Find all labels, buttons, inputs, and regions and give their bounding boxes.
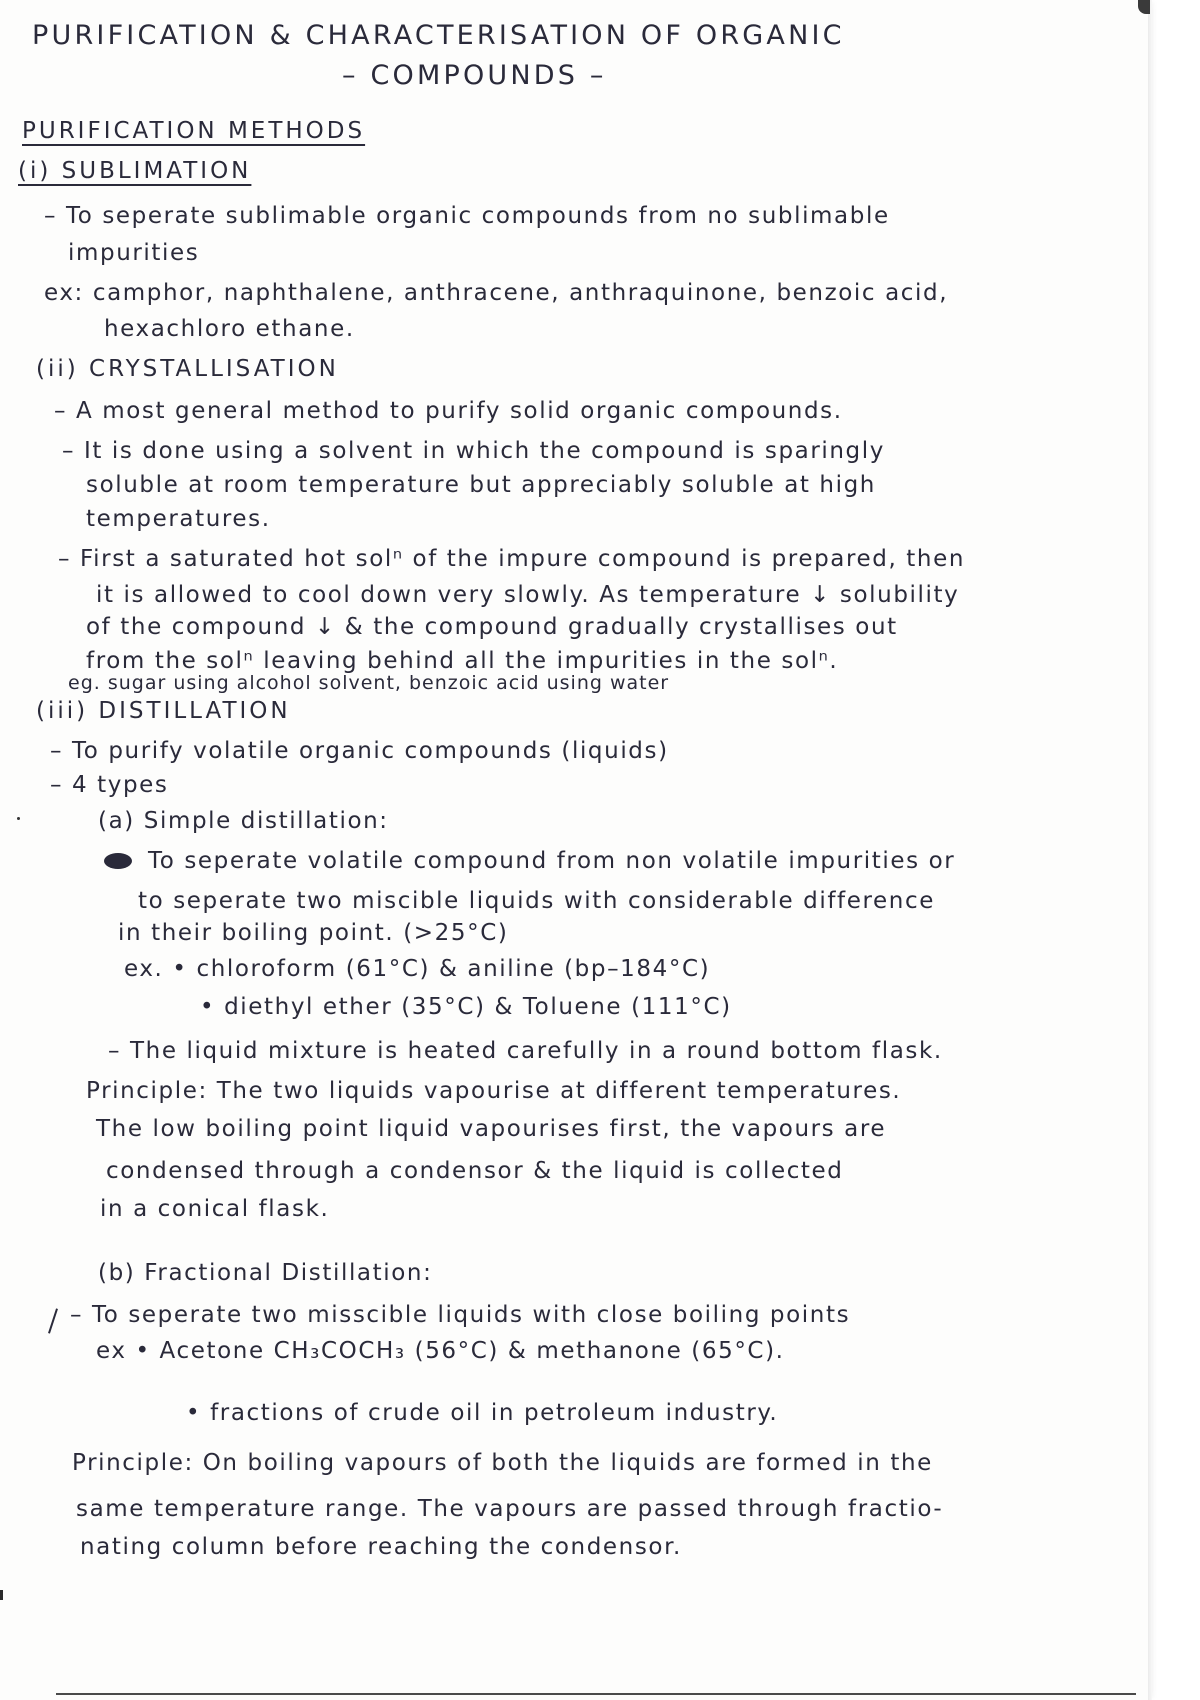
simple-distillation-heading: (a) Simple distillation: bbox=[98, 808, 389, 834]
fractional-distillation-principle: Principle: On boiling vapours of both the liquids are formed in the bbox=[72, 1450, 933, 1476]
simple-distillation-line: To seperate volatile compound from non volatile impurities or bbox=[148, 848, 956, 874]
simple-distillation-line: ex. • chloroform (61°C) & aniline (bp–184°C) bbox=[124, 956, 711, 982]
sublimation-line: hexachloro ethane. bbox=[104, 316, 355, 342]
page-subtitle: – COMPOUNDS – bbox=[342, 60, 607, 91]
margin-dot bbox=[17, 817, 20, 820]
scribbled-bullet bbox=[104, 853, 132, 869]
crystallisation-line: it is allowed to cool down very slowly. As temperature ↓ solubility bbox=[96, 582, 960, 608]
fractional-distillation-line: ex • Acetone CH₃COCH₃ (56°C) & methanone (65°C). bbox=[96, 1338, 785, 1364]
page-corner bbox=[1138, 0, 1150, 14]
simple-distillation-line: condensed through a condensor & the liquid is collected bbox=[106, 1158, 844, 1184]
simple-distillation-line: The low boiling point liquid vapourises first, the vapours are bbox=[96, 1116, 887, 1142]
fractional-distillation-line: – To seperate two misscible liquids with close boiling points bbox=[70, 1302, 851, 1328]
simple-distillation-line: in a conical flask. bbox=[100, 1196, 330, 1222]
fractional-distillation-line: • fractions of crude oil in petroleum industry. bbox=[186, 1400, 779, 1426]
fractional-distillation-line: same temperature range. The vapours are passed through fractio- bbox=[76, 1496, 944, 1522]
simple-distillation-line: • diethyl ether (35°C) & Toluene (111°C) bbox=[200, 994, 732, 1020]
crystallisation-line: of the compound ↓ & the compound gradually crystallises out bbox=[86, 614, 898, 640]
sublimation-line: – To seperate sublimable organic compounds from no sublimable bbox=[44, 203, 890, 229]
sublimation-line: impurities bbox=[68, 240, 200, 266]
sublimation-heading: (i) SUBLIMATION bbox=[18, 158, 252, 184]
distillation-line: – 4 types bbox=[50, 772, 169, 798]
crystallisation-line: temperatures. bbox=[86, 506, 271, 532]
crystallisation-line: – A most general method to purify solid organic compounds. bbox=[54, 398, 843, 424]
simple-distillation-principle: Principle: The two liquids vapourise at different temperatures. bbox=[86, 1078, 902, 1104]
fractional-distillation-heading: (b) Fractional Distillation: bbox=[98, 1260, 433, 1286]
page-edge bbox=[1148, 0, 1152, 1700]
fractional-distillation-line: nating column before reaching the condensor. bbox=[80, 1534, 682, 1560]
sublimation-line: ex: camphor, naphthalene, anthracene, anthraquinone, benzoic acid, bbox=[44, 280, 949, 306]
simple-distillation-line: – The liquid mixture is heated carefully in a round bottom flask. bbox=[108, 1038, 943, 1064]
bottom-rule bbox=[56, 1693, 1136, 1695]
page-title: PURIFICATION & CHARACTERISATION OF ORGANIC bbox=[32, 20, 845, 51]
crystallisation-line: – First a saturated hot solⁿ of the impure compound is prepared, then bbox=[58, 546, 966, 572]
distillation-line: – To purify volatile organic compounds (liquids) bbox=[50, 738, 669, 764]
crystallisation-line: from the solⁿ leaving behind all the impurities in the solⁿ. bbox=[86, 648, 839, 674]
crystallisation-heading: (ii) CRYSTALLISATION bbox=[36, 356, 339, 382]
simple-distillation-line: to seperate two miscible liquids with considerable difference bbox=[138, 888, 935, 914]
simple-distillation-line: in their boiling point. (>25°C) bbox=[118, 920, 509, 946]
crystallisation-example: eg. sugar using alcohol solvent, benzoic acid using water bbox=[68, 672, 670, 694]
margin-mark bbox=[0, 1590, 3, 1600]
crystallisation-line: – It is done using a solvent in which the compound is sparingly bbox=[62, 438, 885, 464]
section-heading: PURIFICATION METHODS bbox=[22, 118, 366, 144]
crystallisation-line: soluble at room temperature but appreciably soluble at high bbox=[86, 472, 876, 498]
distillation-heading: (iii) DISTILLATION bbox=[36, 698, 291, 724]
